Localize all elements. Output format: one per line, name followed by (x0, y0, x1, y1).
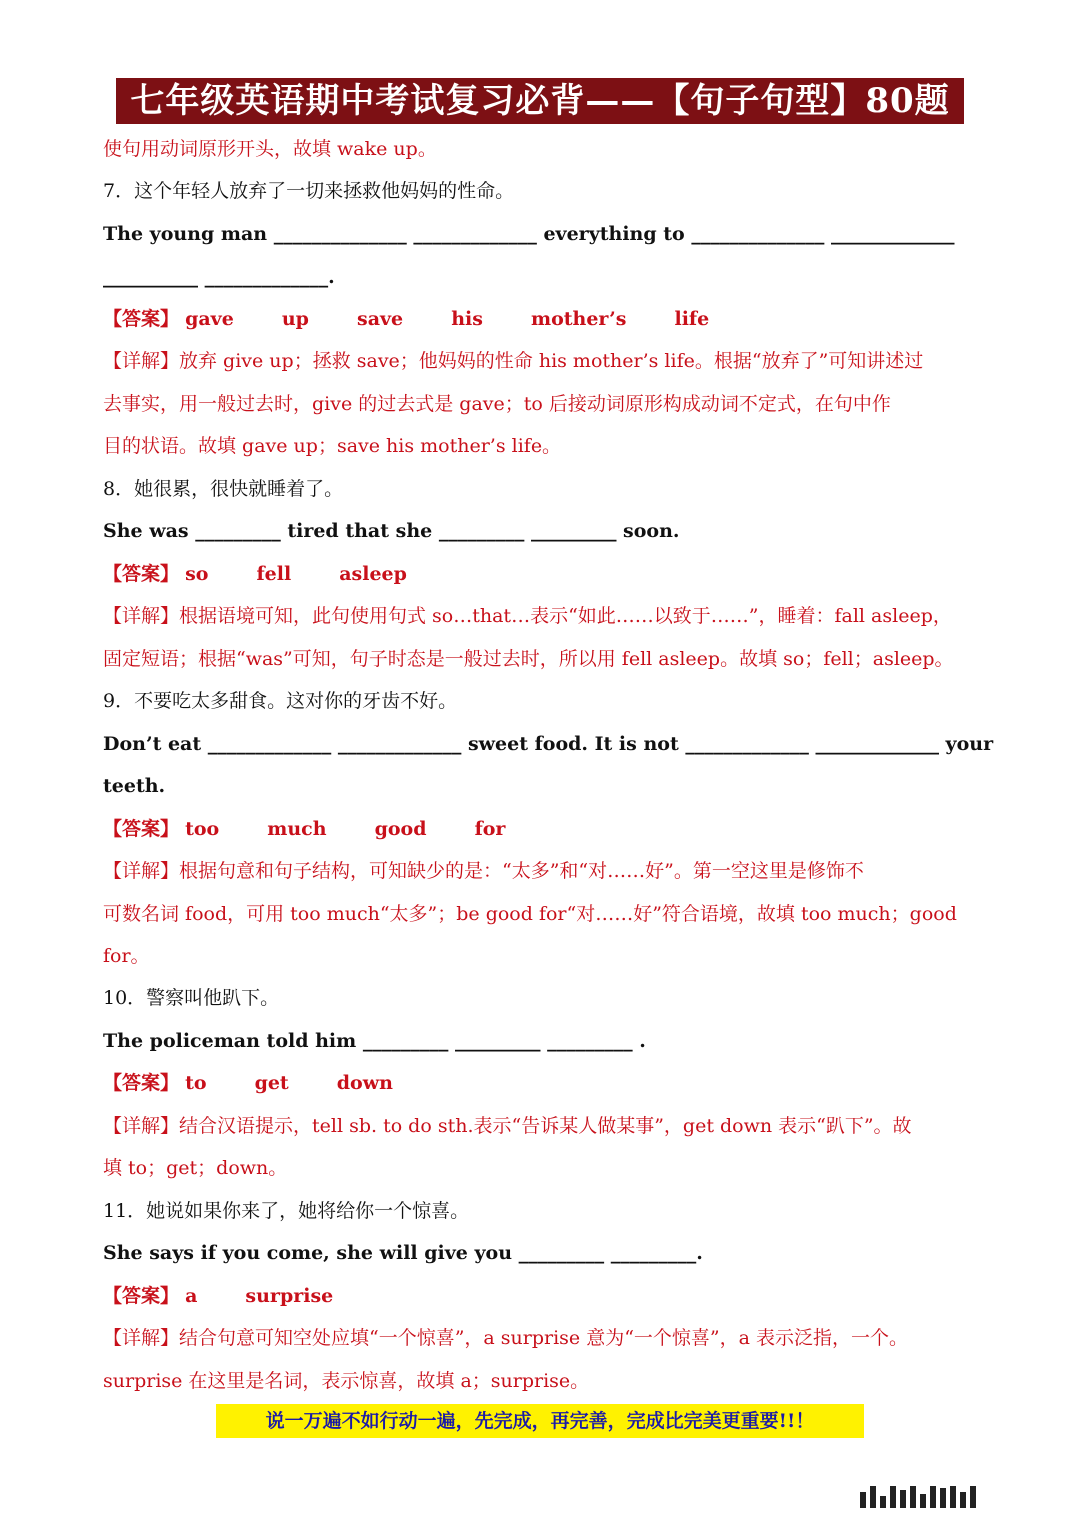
answer-word: for (474, 818, 506, 840)
q8-explanation-2: 固定短语；根据“was”可知，句子时态是一般过去时，所以用 fell asleep。故填 so；fell；asleep。 (103, 648, 954, 670)
q7-answer (103, 307, 983, 331)
answer-word: too (185, 818, 220, 840)
answer-tag: 【答案】 (103, 308, 180, 330)
q10-answer (103, 1071, 983, 1095)
answer-word: gave (185, 308, 234, 330)
motivation-banner: 说一万遍不如行动一遍，先完成，再完善，完成比完美更重要!!！ (216, 1404, 864, 1438)
answer-word: fell (256, 563, 292, 585)
explanation-line: 使句用动词原形开头，故填 wake up。 (103, 138, 437, 160)
question-8: 8．她很累，很快就睡着了。 (103, 478, 344, 500)
answer-word: good (374, 818, 427, 840)
q11-sentence: She says if you come, she will give you _________ _________. (103, 1242, 703, 1264)
q11-explanation-2: surprise 在这里是名词，表示惊喜，故填 a；surprise。 (103, 1370, 590, 1392)
answer-word: so (185, 563, 209, 585)
question-10: 10．警察叫他趴下。 (103, 987, 280, 1009)
q9-explanation-1: 【详解】根据句意和句子结构，可知缺少的是：“太多”和“对……好”。第一空这里是修饰不 (103, 860, 864, 882)
answer-tag: 【答案】 (103, 818, 180, 840)
answer-word: life (674, 308, 710, 330)
answer-word: mother’s (530, 308, 627, 330)
q10-sentence: The policeman told him _________ _________ _________ . (103, 1030, 646, 1052)
q7-explanation-2: 去事实，用一般过去时，give 的过去式是 gave；to 后接动词原形构成动词不定式，在句中作 (103, 393, 891, 415)
answer-word: surprise (245, 1285, 334, 1307)
answer-tag: 【答案】 (103, 1072, 180, 1094)
q8-answer (103, 562, 983, 586)
q9-explanation-2: 可数名词 food，可用 too much“太多”；be good for“对……好”符合语境，故填 too much；good (103, 903, 957, 925)
q9-sentence: Don’t eat _____________ _____________ sweet food. It is not _____________ _____________ your (103, 733, 994, 755)
q10-explanation-1: 【详解】结合汉语提示，tell sb. to do sth.表示“告诉某人做某事”，get down 表示“趴下”。故 (103, 1115, 912, 1137)
q7-sentence-cont: __________ _____________. (103, 266, 335, 288)
q8-explanation-1: 【详解】根据语境可知，此句使用句式 so…that…表示“如此……以致于……”，睡着：fall asleep， (103, 605, 952, 627)
answer-word: a (185, 1285, 198, 1307)
answer-word: much (267, 818, 327, 840)
answer-word: to (185, 1072, 207, 1094)
question-9: 9．不要吃太多甜食。这对你的牙齿不好。 (103, 690, 458, 712)
answer-word: save (357, 308, 404, 330)
q11-answer (103, 1284, 983, 1308)
answer-word: up (281, 308, 309, 330)
q9-explanation-3: for。 (103, 945, 150, 967)
answer-tag: 【答案】 (103, 1285, 180, 1307)
question-7: 7．这个年轻人放弃了一切来拯救他妈妈的性命。 (103, 180, 515, 202)
q11-explanation-1: 【详解】结合句意可知空处应填“一个惊喜”，a surprise 意为“一个惊喜”，a 表示泛指，一个。 (103, 1327, 909, 1349)
q9-sentence-cont: teeth. (103, 775, 166, 797)
answer-word: down (336, 1072, 393, 1094)
q9-answer (103, 817, 983, 841)
answer-word: his (451, 308, 483, 330)
answer-word: asleep (339, 563, 407, 585)
answer-word: get (254, 1072, 289, 1094)
q8-sentence: She was _________ tired that she _________ _________ soon. (103, 520, 680, 542)
q7-sentence: The young man ______________ _____________ everything to ______________ _____________ (103, 223, 955, 245)
answer-tag: 【答案】 (103, 563, 180, 585)
page-title: 七年级英语期中考试复习必背——【句子句型】80题 (116, 78, 964, 124)
question-11: 11．她说如果你来了，她将给你一个惊喜。 (103, 1200, 470, 1222)
q10-explanation-2: 填 to；get；down。 (103, 1157, 288, 1179)
q7-explanation-3: 目的状语。故填 gave up；save his mother’s life。 (103, 435, 562, 457)
barcode-decoration (860, 1478, 1060, 1508)
q7-explanation-1: 【详解】放弃 give up；拯救 save；他妈妈的性命 his mother’s life。根据“放弃了”可知讲述过 (103, 350, 924, 372)
